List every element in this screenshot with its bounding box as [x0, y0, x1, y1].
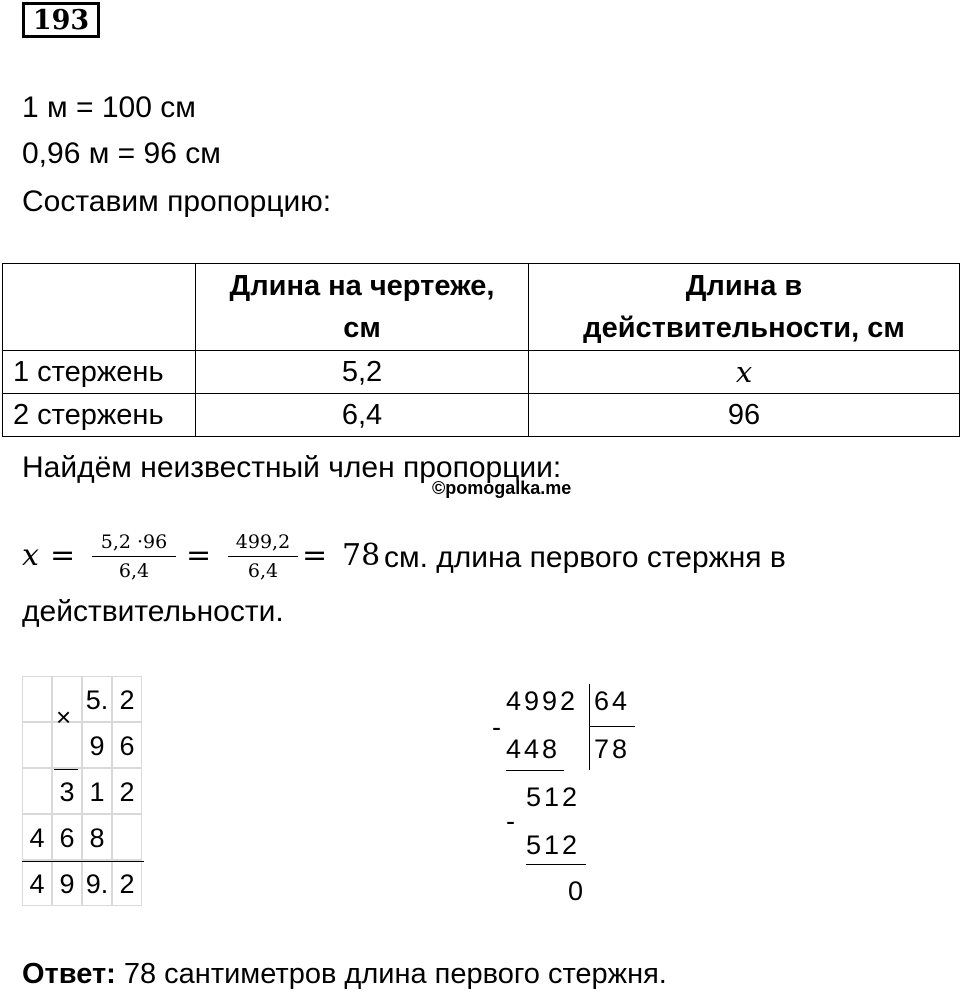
formula-result: 78 [342, 538, 381, 573]
row-drawing: 5,2 [196, 351, 529, 394]
division-divisor: 64 [594, 686, 631, 716]
formula-fraction-2 [228, 530, 298, 583]
task-number: 193 [22, 2, 100, 38]
watermark: ©pomogalka.me [432, 478, 572, 498]
mult-cell: 1 [82, 768, 112, 814]
table-header-row [3, 264, 960, 351]
mult-cell: 9. [82, 860, 112, 906]
mult-cell: 3 [52, 768, 82, 814]
mult-cell: 8 [82, 814, 112, 860]
mult-cell: 4 [22, 814, 52, 860]
mult-cell: 2 [112, 768, 142, 814]
row-real: 96 [529, 394, 960, 437]
mult-cell [22, 722, 52, 768]
formula-eq-3: = [302, 538, 328, 573]
mult-cell: 5. [82, 676, 112, 722]
division-remainder-1: 512 [526, 782, 581, 812]
table-header-empty [3, 264, 196, 351]
fraction-denominator: 6,4 [247, 560, 279, 582]
fraction-numerator: 499,2 [235, 531, 291, 553]
mult-cell: 4 [22, 860, 52, 906]
row-real: x [529, 351, 960, 394]
mult-cell: 2 [112, 860, 142, 906]
formula-x: x [22, 538, 39, 573]
division-subtrahend-2: 512 [526, 830, 581, 860]
division-subtrahend-1: 448 [506, 734, 561, 764]
division-final: 0 [568, 876, 587, 906]
conversion-line-2: 0,96 м = 96 см [22, 137, 221, 170]
mult-cell: 6 [112, 722, 142, 768]
answer-line [22, 958, 667, 991]
mult-cell: 9 [82, 722, 112, 768]
row-label: 2 стержень [3, 394, 196, 437]
formula-fraction-1 [92, 530, 176, 583]
table-header-drawing: Длина на чертеже, см [196, 264, 529, 351]
multiply-sign: × [56, 702, 72, 732]
proportion-table [2, 263, 960, 437]
fraction-numerator: 5,2 ·96 [100, 531, 168, 553]
table-row [3, 394, 960, 437]
mult-cell [22, 768, 52, 814]
mult-cell: 6 [52, 814, 82, 860]
mult-cell: 2 [112, 676, 142, 722]
table-row [3, 351, 960, 394]
mult-cell [22, 676, 52, 722]
division-dividend: 4992 [506, 686, 579, 716]
mult-cell: 9 [52, 860, 82, 906]
formula-tail: см. длина первого стержня в [384, 541, 786, 574]
row-label: 1 стержень [3, 351, 196, 394]
formula-tail-2: действительности. [22, 595, 284, 628]
formula-eq-2: = [186, 538, 212, 573]
division-quotient: 78 [594, 734, 631, 764]
mult-cell [112, 814, 142, 860]
fraction-denominator: 6,4 [118, 560, 150, 582]
formula-eq-1: = [50, 538, 76, 573]
answer-label: Ответ: [22, 958, 116, 990]
proportion-intro: Составим пропорцию: [22, 185, 332, 218]
answer-text: 78 сантиметров длина первого стержня. [115, 958, 667, 990]
conversion-line-1: 1 м = 100 см [22, 91, 196, 124]
table-header-real: Длина в действительности, см [529, 264, 960, 351]
find-text: Найдём неизвестный член пропорции: [22, 451, 562, 484]
row-drawing: 6,4 [196, 394, 529, 437]
minus-sign-2: - [506, 806, 518, 836]
minus-sign-1: - [492, 712, 504, 742]
